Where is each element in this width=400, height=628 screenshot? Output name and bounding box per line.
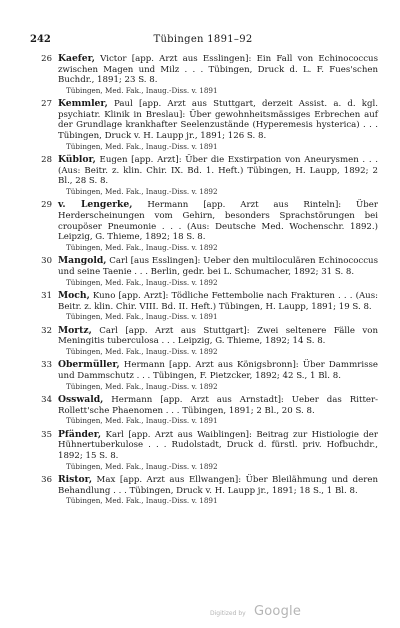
entry-text	[58, 291, 378, 312]
entry-text	[58, 155, 378, 187]
dissertation-note: Tübingen, Med. Fak., Inaug.-Diss. v. 1891	[66, 416, 218, 426]
entry-text	[58, 430, 378, 462]
citation-text: Eugen [app. Arzt]: Über die Exstirpation von Aneurysmen . . . (Aus: Beitr. z. klin. Chir. IX. Bd. 1. Heft.) Tübingen, H. Laupp, 1892; 2 Bl., 28 S. 8.	[58, 155, 378, 187]
list-item: 28 Küblor, Eugen [app. Arzt]: Über die Exstirpation von Aneurysmen . . . (Aus: Beitr. z. klin. Chir. IX. Bd. 1. Heft.) Tübingen, H. Laupp, 1892; 2 Bl., 28 S. 8. Tübingen, Med. Fak., Inaug.-Diss. v. 1892	[41, 154, 378, 196]
author-name: Moch,	[58, 290, 90, 301]
author-name: Mangold,	[58, 255, 107, 267]
citation-text: Paul [app. Arzt aus Stuttgart, derzeit Assist. a. d. kgl. psychiatr. Klinik in Breslau]: Über gewohnheitsmässiges Erbrechen auf der Grundlage krankhafter Seelenzustände (Hyperemesis hysterica) . . . Tübingen, Druck v. H. Laupp jr., 1891; 126 S. 8.	[58, 99, 378, 142]
citation-text: Victor [app. Arzt aus Esslingen]: Ein Fall von Echinococcus zwischen Magen und Milz . . . Tübingen, Druck d. L. F. Fues'schen Buchdr., 1891; 23 S. 8.	[58, 54, 378, 86]
list-item: 33 Obermüller, Hermann [app. Arzt aus Königsbronn]: Über Dammrisse und Dammschutz . . . Tübingen, F. Pietzcker, 1892; 42 S., 1 Bl. 8. Tübingen, Med. Fak., Inaug.-Diss. v. 1892	[41, 359, 378, 391]
page-header	[30, 34, 376, 48]
digitized-watermark	[210, 604, 370, 622]
citation-text: Kuno [app. Arzt]: Tödliche Fettembolie nach Frakturen . . . (Aus: Beitr. z. klin. Chir. VIII. Bd. II. Heft.) Tübingen, H. Laupp, 1891; 19 S. 8.	[58, 291, 378, 312]
citation-text: Hermann [app. Arzt aus Königsbronn]: Über Dammrisse und Dammschutz . . . Tübingen, F. Pietzcker, 1892; 42 S., 1 Bl. 8.	[58, 360, 378, 381]
entry-text	[58, 200, 378, 242]
dissertation-note: Tübingen, Med. Fak., Inaug.-Diss. v. 1891	[66, 496, 218, 506]
author-name: v. Lengerke,	[58, 199, 133, 211]
entry-text	[58, 99, 378, 141]
dissertation-note: Tübingen, Med. Fak., Inaug.-Diss. v. 1891	[66, 312, 218, 322]
list-item: 35 Pfänder, Karl [app. Arzt aus Waiblingen]: Beitrag zur Histiologie der Hühnertuberkulose . . . Rudolstadt, Druck d. fürstl. priv. Hofbuchdr., 1892; 15 S. 8. Tübingen, Med. Fak., Inaug.-Diss. v. 1892	[41, 428, 378, 471]
dissertation-note: Tübingen, Med. Fak., Inaug.-Diss. v. 1892	[66, 186, 218, 196]
entry-text	[58, 256, 378, 277]
list-item: 27 Kemmler, Paul [app. Arzt aus Stuttgart, derzeit Assist. a. d. kgl. psychiatr. Klinik in Breslau]: Über gewohnheitsmässiges Erbrechen auf der Grundlage krankhafter Seelenzustände (Hyperemesis hysterica) . . . Tübingen, Druck v. H. Laupp jr., 1891; 126 S. 8. Tübingen, Med. Fak., Inaug.-Diss. v. 1891	[41, 98, 378, 151]
entry-text	[58, 360, 378, 381]
digitized-by-label: Digitized by	[210, 610, 246, 617]
entry-text	[58, 395, 378, 416]
list-item: 36 Ristor, Max [app. Arzt aus Ellwangen]: Über Bleilähmung und deren Behandlung . . . Tübingen, Druck v. H. Laupp jr., 1891; 18 S., 1 Bl. 8. Tübingen, Med. Fak., Inaug.-Diss. v. 1891	[41, 474, 378, 506]
list-item: 30 Mangold, Carl [aus Esslingen]: Ueber den multiloculären Echinococcus und seine Taenie . . . Berlin, gedr. bei L. Schumacher, 1892; 31 S. 8. Tübingen, Med. Fak., Inaug.-Diss. v. 1892	[41, 255, 378, 287]
dissertation-note: Tübingen, Med. Fak., Inaug.-Diss. v. 1892	[66, 346, 218, 356]
author-name: Küblor,	[58, 154, 96, 166]
dissertation-note: Tübingen, Med. Fak., Inaug.-Diss. v. 1891	[66, 85, 218, 95]
list-item: 29 v. Lengerke, Hermann [app. Arzt aus Rinteln]: Über Herderscheinungen vom Gehirn, besonders Sprachstörungen bei croupöser Pneumonie . . . (Aus: Deutsche Med. Wochenschr. 1892.) Leipzig, G. Thieme, 1892; 18 S. 8. Tübingen, Med. Fak., Inaug.-Diss. v. 1892	[41, 199, 378, 252]
author-name: Ristor,	[58, 474, 93, 486]
citation-text: Carl [aus Esslingen]: Ueber den multiloculären Echinococcus und seine Taenie . . . Berlin, gedr. bei L. Schumacher, 1892; 31 S. 8.	[58, 256, 378, 277]
list-item: 31 Moch, Kuno [app. Arzt]: Tödliche Fettembolie nach Frakturen . . . (Aus: Beitr. z. klin. Chir. VIII. Bd. II. Heft.) Tübingen, H. Laupp, 1891; 19 S. 8. Tübingen, Med. Fak., Inaug.-Diss. v. 1891	[41, 290, 378, 322]
list-item: 34 Osswald, Hermann [app. Arzt aus Arnstadt]: Ueber das Ritter-Rollett'sche Phaenomen . . . Tübingen, 1891; 2 Bl., 20 S. 8. Tübingen, Med. Fak., Inaug.-Diss. v. 1891	[41, 394, 378, 426]
running-title: Tübingen 1891–92	[153, 34, 253, 45]
list-item: 32 Mortz, Carl [app. Arzt aus Stuttgart]: Zwei seltenere Fälle von Meningitis tuberculosa . . . Leipzig, G. Thieme, 1892; 14 S. 8. Tübingen, Med. Fak., Inaug.-Diss. v. 1892	[41, 324, 378, 356]
entry-text	[58, 475, 378, 496]
citation-text: Hermann [app. Arzt aus Arnstadt]: Ueber das Ritter-Rollett'sche Phaenomen . . . Tübingen, 1891; 2 Bl., 20 S. 8.	[58, 395, 378, 416]
citation-text: Karl [app. Arzt aus Waiblingen]: Beitrag zur Histiologie der Hühnertuberkulose . . . Rudolstadt, Druck d. fürstl. priv. Hofbuchdr., 1892; 15 S. 8.	[58, 429, 378, 461]
entry-text	[58, 54, 378, 86]
page-number: 242	[30, 34, 51, 45]
author-name: Pfänder,	[58, 428, 102, 440]
dissertation-note: Tübingen, Med. Fak., Inaug.-Diss. v. 1892	[66, 381, 218, 391]
citation-text: Carl [app. Arzt aus Stuttgart]: Zwei seltenere Fälle von Meningitis tuberculosa . . . Leipzig, G. Thieme, 1892; 14 S. 8.	[58, 325, 378, 347]
author-name: Kemmler,	[58, 98, 108, 110]
dissertation-note: Tübingen, Med. Fak., Inaug.-Diss. v. 1892	[66, 242, 218, 252]
author-name: Obermüller,	[58, 359, 120, 371]
entry-list	[30, 54, 378, 510]
citation-text: Max [app. Arzt aus Ellwangen]: Über Bleilähmung und deren Behandlung . . . Tübingen, Druck v. H. Laupp jr., 1891; 18 S., 1 Bl. 8.	[58, 475, 378, 496]
entry-text	[58, 326, 378, 347]
dissertation-note: Tübingen, Med. Fak., Inaug.-Diss. v. 1892	[66, 277, 218, 287]
author-name: Kaefer,	[58, 53, 95, 64]
dissertation-note: Tübingen, Med. Fak., Inaug.-Diss. v. 1892	[66, 461, 218, 471]
citation-text: Hermann [app. Arzt aus Rinteln]: Über Herderscheinungen vom Gehirn, besonders Sprachstörungen bei croupöser Pneumonie . . . (Aus: Deutsche Med. Wochenschr. 1892.) Leipzig, G. Thieme, 1892; 18 S. 8.	[58, 200, 378, 243]
dissertation-note: Tübingen, Med. Fak., Inaug.-Diss. v. 1891	[66, 141, 218, 151]
author-name: Mortz,	[58, 324, 92, 336]
google-logo: Google	[254, 604, 302, 619]
author-name: Osswald,	[58, 394, 104, 406]
list-item: 26 Kaefer, Victor [app. Arzt aus Esslingen]: Ein Fall von Echinococcus zwischen Magen und Milz . . . Tübingen, Druck d. L. F. Fues'schen Buchdr., 1891; 23 S. 8. Tübingen, Med. Fak., Inaug.-Diss. v. 1891	[41, 53, 378, 95]
